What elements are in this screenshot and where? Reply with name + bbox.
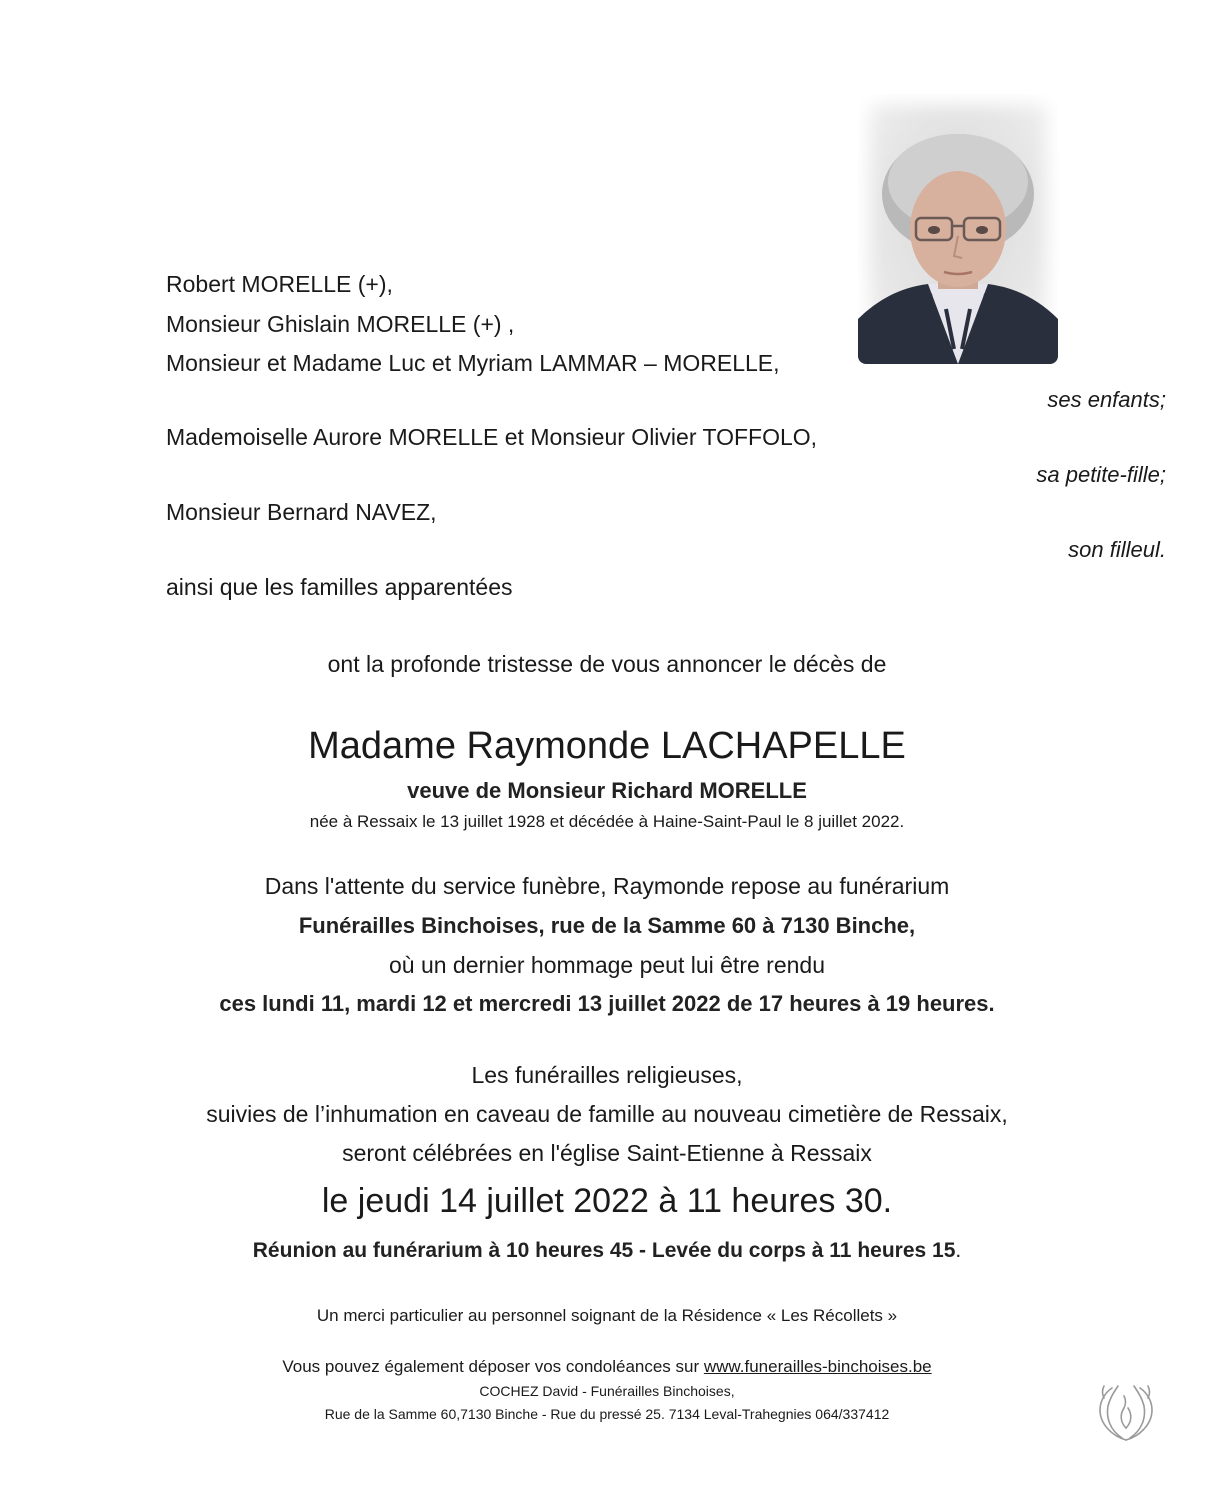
family-line-aurore: Mademoiselle Aurore MORELLE et Monsieur Olivier TOFFOLO, xyxy=(166,424,818,450)
meeting-info xyxy=(0,1237,1214,1265)
condolences-line xyxy=(0,1356,1214,1378)
relation-granddaughter: sa petite-fille; xyxy=(1036,462,1166,487)
family-line-ghislain: Monsieur Ghislain MORELLE (+) , xyxy=(166,311,515,337)
family-line-luc-myriam: Monsieur et Madame Luc et Myriam LAMMAR – MORELLE, xyxy=(166,350,780,376)
portrait-illustration xyxy=(858,94,1058,364)
funeral-director: COCHEZ David - Funérailles Binchoises, xyxy=(479,1383,735,1399)
rest-line-3: où un dernier hommage peut lui être rendu xyxy=(388,952,825,978)
widow-of: veuve de Monsieur Richard MORELLE xyxy=(407,778,807,803)
visiting-hours: ces lundi 11, mardi 12 et mercredi 13 juillet 2022 de 17 heures à 19 heures. xyxy=(219,991,995,1016)
announcement-text: ont la profonde tristesse de vous annoncer le décès de xyxy=(327,651,887,677)
meeting-times: Réunion au funérarium à 10 heures 45 - Levée du corps à 11 heures 15 xyxy=(252,1239,956,1262)
condolences-text: Vous pouvez également déposer vos condoléances sur xyxy=(282,1357,704,1376)
birth-death-dates: née à Ressaix le 13 juillet 1928 et décédée à Haine-Saint-Paul le 8 juillet 2022. xyxy=(309,812,905,831)
family-line-robert: Robert MORELLE (+), xyxy=(166,271,393,297)
rest-line-1: Dans l'attente du service funèbre, Raymonde repose au funérarium xyxy=(264,873,950,899)
relation-godson: son filleul. xyxy=(1068,537,1166,562)
website-link[interactable]: www.funerailles-binchoises.be xyxy=(703,1357,932,1376)
flame-hands-logo xyxy=(1086,1378,1166,1448)
portrait-photo xyxy=(858,94,1058,364)
service-line-2: suivies de l’inhumation en caveau de famille au nouveau cimetière de Ressaix, xyxy=(206,1101,1008,1127)
service-line-3: seront célébrées en l'église Saint-Etienne à Ressaix xyxy=(342,1140,872,1166)
flame-hands-icon xyxy=(1086,1378,1166,1448)
family-line-bernard: Monsieur Bernard NAVEZ, xyxy=(166,499,437,525)
deceased-name: Madame Raymonde LACHAPELLE xyxy=(308,725,906,767)
funeral-home-address: Funérailles Binchoises, rue de la Samme 60 à 7130 Binche, xyxy=(298,913,916,938)
footer-address: Rue de la Samme 60,7130 Binche - Rue du pressé 25. 7134 Leval-Trahegnies 064/337412 xyxy=(324,1406,890,1422)
meeting-period: . xyxy=(955,1239,962,1262)
service-line-1: Les funérailles religieuses, xyxy=(471,1062,743,1088)
family-line-relatives: ainsi que les familles apparentées xyxy=(166,574,513,600)
service-date: le jeudi 14 juillet 2022 à 11 heures 30. xyxy=(321,1182,893,1220)
thanks-note: Un merci particulier au personnel soignant de la Résidence « Les Récollets » xyxy=(316,1306,898,1325)
relation-children: ses enfants; xyxy=(1047,387,1166,412)
